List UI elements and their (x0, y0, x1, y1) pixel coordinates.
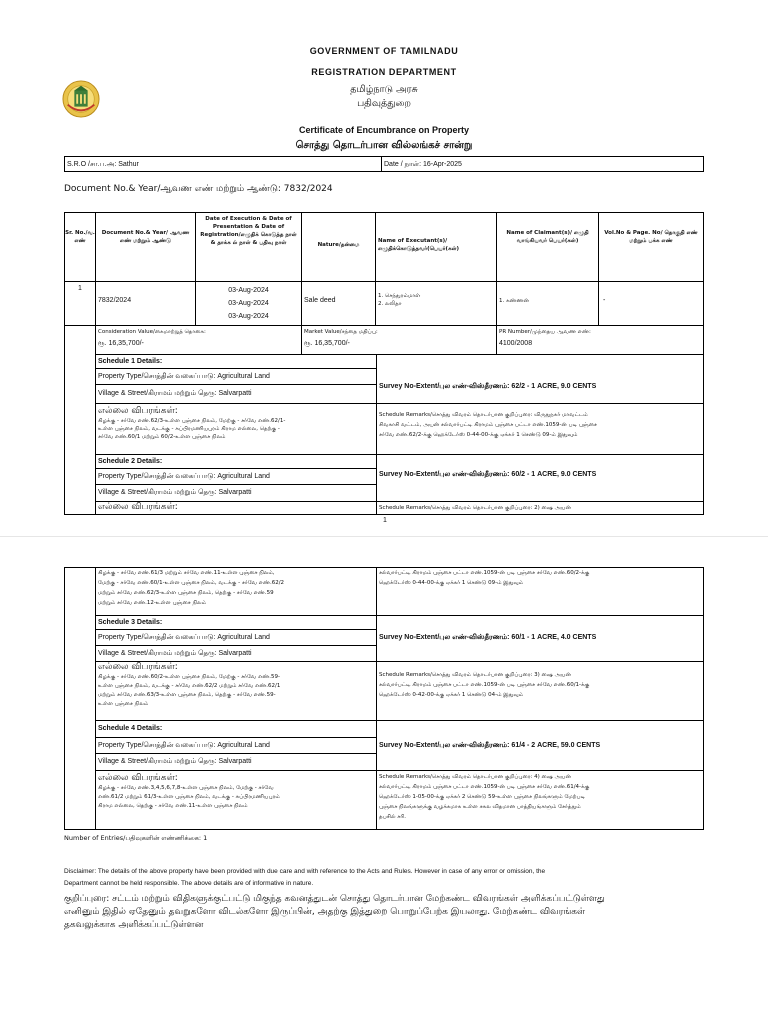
pr-label: PR Number/முந்தைய ஆவண எண்: (499, 329, 591, 335)
schedule-4-survey: Survey No-Extent/புல எண்-விஸ்தீரணம்: 61/4 - 2 ACRE, 59.0 CENTS (376, 720, 704, 771)
executant-2: 2. லலிதா (378, 301, 402, 307)
dept-title-ta: பதிவுத்துறை (357, 98, 411, 109)
schedule-1-survey: Survey No-Extent/புல எண்-விஸ்தீரணம்: 62/2 - 1 ACRE, 9.0 CENTS (376, 354, 704, 404)
registration-date: 03-Aug-2024 (228, 313, 269, 320)
schedule-3-boundary-line-1: கிழக்கு - சர்வே எண்.60/2-உள்ள புஞ்சை நிலம், மேற்கு - சர்வே எண்.59- (98, 674, 280, 680)
schedule-2-boundaries (95, 567, 377, 616)
table-left-border-2 (64, 567, 65, 830)
schedule-1-remarks-line-2: சிவகாசி வட்டம், அயன் சல்வார்பட்டி கிராமம் புஞ்சை பட்டா எண்.1059-ன் படி புஞ்சை (379, 422, 597, 428)
consideration-value (95, 325, 302, 355)
document-number-year: Document No.& Year/ஆவண எண் மற்றும் ஆண்டு: 7832/2024 (64, 184, 333, 194)
executant-1: 1. செந்துரம்மாள் (378, 293, 421, 299)
schedule-3-remarks-line-1: Schedule Remarks/சொத்து விவரம் தொடர்பான குறிப்புரை: 3) ஷை அயன் (379, 672, 571, 678)
schedule-4-boundary-line-3: கிராம எல்லை, தெற்கு - சர்வே எண்.11-உள்ள புஞ்சை நிலம் (98, 803, 248, 809)
schedule-4-remarks (376, 770, 704, 830)
date-field (381, 156, 704, 172)
schedule-1-property-type: Property Type/சொத்தின் வகைப்பாடு: Agricultural Land (95, 368, 377, 385)
table-left-border (64, 325, 65, 515)
pr-number (496, 325, 704, 355)
date-text: Date / நாள்: 16-Apr-2025 (384, 161, 462, 168)
dept-title-en: REGISTRATION DEPARTMENT (311, 67, 457, 77)
entry-dates (195, 281, 302, 326)
schedule-4-remarks-line-1: Schedule Remarks/சொத்து விவரம் தொடர்பான குறிப்புரை: 4) ஷை அயன் (379, 774, 571, 780)
schedule-2-remarks-line-2: சல்வார்பட்டி கிராமம் புஞ்சை பட்டா எண்.1059-ன் படி புஞ்சை சர்வே எண்.60/2-க்கு (379, 570, 590, 576)
schedule-4-remarks-line-4: புஞ்சை நிலங்களுக்கு வழக்கமாக உள்ள சகல விதமான பாத்தியங்களும் சேர்த்தும் (379, 804, 581, 810)
col-header-executant: Name of Executant(s)/ எழுதிக்கொடுத்தவர்(பெயர்(கள்) (375, 212, 497, 282)
pr-value: 4100/2008 (499, 340, 533, 347)
gov-title-ta: தமிழ்நாடு அரசு (350, 84, 418, 95)
sro-text: S.R.O /சா.ப.அ: Sathur (67, 161, 139, 168)
schedule-2-boundary-line-1: கிழக்கு - சர்வே எண்.61/3 மற்றும் சர்வே எண்.11-உள்ள புஞ்சை நிலம், (98, 570, 275, 576)
schedule-4-property-type: Property Type/சொத்தின் வகைப்பாடு: Agricultural Land (95, 737, 377, 754)
schedule-1-boundaries (95, 403, 377, 455)
schedule-2-property-type: Property Type/சொத்தின் வகைப்பாடு: Agricultural Land (95, 468, 377, 485)
consideration-label: Consideration Value/கைமாற்றுத் தொகை: (98, 329, 206, 335)
schedule-2-title: Schedule 2 Details: (95, 454, 377, 469)
entry-claimant: 1. கண்ணன் (496, 281, 599, 326)
market-value (301, 325, 497, 355)
schedule-2-boundaries-heading: எல்லை விபரங்கள்: (95, 501, 377, 515)
schedule-4-boundary-line-1: கிழக்கு - சர்வே எண்.3,4,5,6,7,8-உள்ள புஞ்சை நிலம், மேற்கு - சர்வே (98, 785, 274, 791)
schedule-3-boundaries-heading: எல்லை விபரங்கள்: (98, 662, 178, 672)
entry-nature: Sale deed (301, 281, 376, 326)
entry-sr: 1 (64, 281, 96, 326)
disclaimer-ta-line-3: தகவலுக்காக அளிக்கப்பட்டுள்ளன (64, 920, 204, 930)
schedule-2-village: Village & Street/கிராமம் மற்றும் தெரு: Salvarpatti (95, 484, 377, 502)
table-bottom-border-2 (64, 829, 704, 830)
entry-volume: - (598, 281, 704, 326)
consideration-amount: ரூ. 16,35,700/- (98, 340, 144, 347)
schedule-3-boundary-line-4: உள்ள புஞ்சை நிலம் (98, 701, 149, 707)
disclaimer-ta (64, 893, 704, 932)
col-header-claimant: Name of Claimant(s)/ எழுதி வாங்கியவர் பெயர்(கள்) (496, 212, 599, 282)
schedule-3-remarks-line-2: சல்வார்பட்டி கிராமம் புஞ்சை பட்டா எண்.1059-ன் படி புஞ்சை சர்வே எண்.60/1-க்கு (379, 682, 590, 688)
gov-title-en: GOVERNMENT OF TAMILNADU (309, 46, 459, 56)
schedule-2-boundary-line-4: மற்றும் சர்வே எண்.12-உள்ள புஞ்சை நிலம் (98, 600, 207, 606)
schedule-4-remarks-line-5: தபசில் சரி. (379, 814, 407, 820)
schedule-2-remarks (376, 567, 704, 616)
schedule-4-boundaries (95, 770, 377, 830)
schedule-4-boundary-line-2: எண்.61/2 மற்றும் 61/3-உள்ள புஞ்சை நிலம், வடக்கு - சுப்பிரமணியபுரம் (98, 794, 280, 800)
schedule-2-boundary-line-2: மேற்கு - சர்வே எண்.60/1-உள்ள புஞ்சை நிலம், வடக்கு - சர்வே எண்.62/2 (98, 580, 285, 586)
schedule-3-remarks (376, 661, 704, 721)
number-of-entries: Number of Entries/பதிவுகளின் எண்ணிக்கை: 1 (64, 834, 208, 842)
schedule-1-boundary-line-3: சர்வே எண்.60/1 மற்றும் 60/2-உள்ள புஞ்சை நிலம் (98, 434, 226, 440)
certificate-title-ta: சொத்து தொடர்பான வில்லங்கச் சான்று (295, 140, 473, 151)
schedule-1-remarks (376, 403, 704, 455)
sro-field (64, 156, 382, 172)
table-top-border-2 (64, 567, 95, 568)
market-amount: ரூ. 16,35,700/- (304, 340, 350, 347)
schedule-4-remarks-line-2: சல்வார்பட்டி கிராமம் புஞ்சை பட்டா எண்.1059-ன் படி புஞ்சை சர்வே எண்.61/4-க்கு (379, 784, 590, 790)
col-header-document: Document No.& Year/ ஆவண எண் மற்றும் ஆண்டு (95, 212, 196, 282)
schedule-2-remarks-line-3: ஹெக்டேர்ஸ் 0-44-00-க்கு ஏக்கர் 1 செண்டு 09-ம் இதுவும் (379, 580, 524, 586)
schedule-3-title: Schedule 3 Details: (95, 615, 377, 630)
table-bottom-border (64, 514, 704, 515)
schedule-2-survey: Survey No-Extent/புல எண்-விஸ்தீரணம்: 60/2 - 1 ACRE, 9.0 CENTS (376, 454, 704, 502)
schedule-1-boundaries-heading: எல்லை விபரங்கள்: (98, 406, 178, 416)
disclaimer-ta-line-1: குறிப்புரை: சட்டம் மற்றும் விதிகளுக்குட்பட்டு மிகுந்த கவனத்துடன் சொத்து தொடர்பான மேற்கண்ட விவரங்கள் அளிக்கப்பட்டுள்ளது (64, 894, 605, 904)
schedule-1-boundary-line-1: கிழக்கு - சர்வே எண்.62/3-உள்ள புஞ்சை நிலம், மேற்கு - சர்வே எண்.62/1- (98, 418, 286, 424)
schedule-4-remarks-line-3: ஹெக்டேர்ஸ் 1-05-00-க்கு ஏக்கர் 2 செண்டு 59-உள்ள புஞ்சை நிலங்களும் மேற்படி (379, 794, 586, 800)
page-break (0, 536, 768, 537)
schedule-3-village: Village & Street/கிராமம் மற்றும் தெரு: Salvarpatti (95, 645, 377, 662)
schedule-1-remarks-line-1: Schedule Remarks/சொத்து விவரம் தொடர்பான குறிப்புரை: விருதுநகர் மாவட்டம் (379, 412, 588, 418)
disclaimer-en (64, 866, 704, 890)
presentation-date: 03-Aug-2024 (228, 300, 269, 307)
schedule-3-boundary-line-2: உள்ள புஞ்சை நிலம், வடக்கு - சர்வே எண்.62/2 மற்றும் சர்வே எண்.62/1 (98, 683, 281, 689)
page-number: 1 (383, 517, 387, 524)
schedule-3-survey: Survey No-Extent/புல எண்-விஸ்தீரணம்: 60/1 - 1 ACRE, 4.0 CENTS (376, 615, 704, 662)
entry-executants (375, 281, 497, 326)
schedule-1-boundary-line-2: உள்ள புஞ்சை நிலம், வடக்கு - சுப்பிரமணியபுரம் கிராம எல்லை, தெற்கு - (98, 426, 280, 432)
disclaimer-en-line-2: Department cannot be held responsible. The above details are of informative in nature. (64, 880, 314, 887)
schedule-2-boundary-line-3: மற்றும் சர்வே எண்.62/3-உள்ள புஞ்சை நிலம், தெற்கு - சர்வே எண்.59 (98, 590, 274, 596)
schedule-3-property-type: Property Type/சொத்தின் வகைப்பாடு: Agricultural Land (95, 629, 377, 646)
schedule-4-boundaries-heading: எல்லை விபரங்கள்: (98, 773, 178, 783)
disclaimer-en-line-1: Disclaimer: The details of the above property have been provided with due care and with reference to the Acts and Rules. However in case of any error or omission, the (64, 868, 546, 875)
schedule-4-title: Schedule 4 Details: (95, 720, 377, 738)
schedule-3-remarks-line-3: ஹெக்டேர்ஸ் 0-42-00-க்கு ஏக்கர் 1 செண்டு 04-ம் இதுவும் (379, 692, 524, 698)
disclaimer-ta-line-2: எனினும் இதில் ஏதேனும் தவறுகளோ விடல்களோ இருப்பின், அதற்கு இத்துறை பொறுப்பேற்க இயலாது. மேற்கண்ட விவரங்கள் (64, 907, 586, 917)
market-label: Market Value/சந்தை மதிப்பு: (304, 329, 378, 335)
execution-date: 03-Aug-2024 (228, 287, 269, 294)
col-header-dates: Date of Execution & Date of Presentation & Date of Registration/எழுதிக் கொடுத்த நாள் & தாக்க ல் நாள் & பதிவு நாள் (195, 212, 302, 282)
col-header-volume: Vol.No & Page. No/ தொகுதி எண் மற்றும் பக்க எண் (598, 212, 704, 282)
schedule-1-remarks-line-3: சர்வே எண்.62/2-க்கு ஹெக்டேர்ஸ் 0-44-00-க்கு ஏக்கர் 1 செண்டு 09-ம் இதுவும் (379, 432, 578, 438)
col-header-nature: Nature/தன்மை (301, 212, 376, 282)
schedule-4-village: Village & Street/கிராமம் மற்றும் தெரு: Salvarpatti (95, 753, 377, 771)
schedule-2-remarks-line-1: Schedule Remarks/சொத்து விவரம் தொடர்பான குறிப்புரை: 2) ஷை அயன் (376, 501, 704, 515)
certificate-title-en: Certificate of Encumbrance on Property (298, 125, 470, 135)
schedule-3-boundary-line-3: மற்றும் சர்வே எண்.63/3-உள்ள புஞ்சை நிலம், தெற்கு - சர்வே எண்.59- (98, 692, 276, 698)
schedule-1-title: Schedule 1 Details: (95, 354, 377, 369)
schedule-3-boundaries (95, 661, 377, 721)
entry-document: 7832/2024 (95, 281, 196, 326)
schedule-1-village: Village & Street/கிராமம் மற்றும் தெரு: Salvarpatti (95, 384, 377, 404)
col-header-sr: Sr. No./வ. எண் (64, 212, 96, 282)
